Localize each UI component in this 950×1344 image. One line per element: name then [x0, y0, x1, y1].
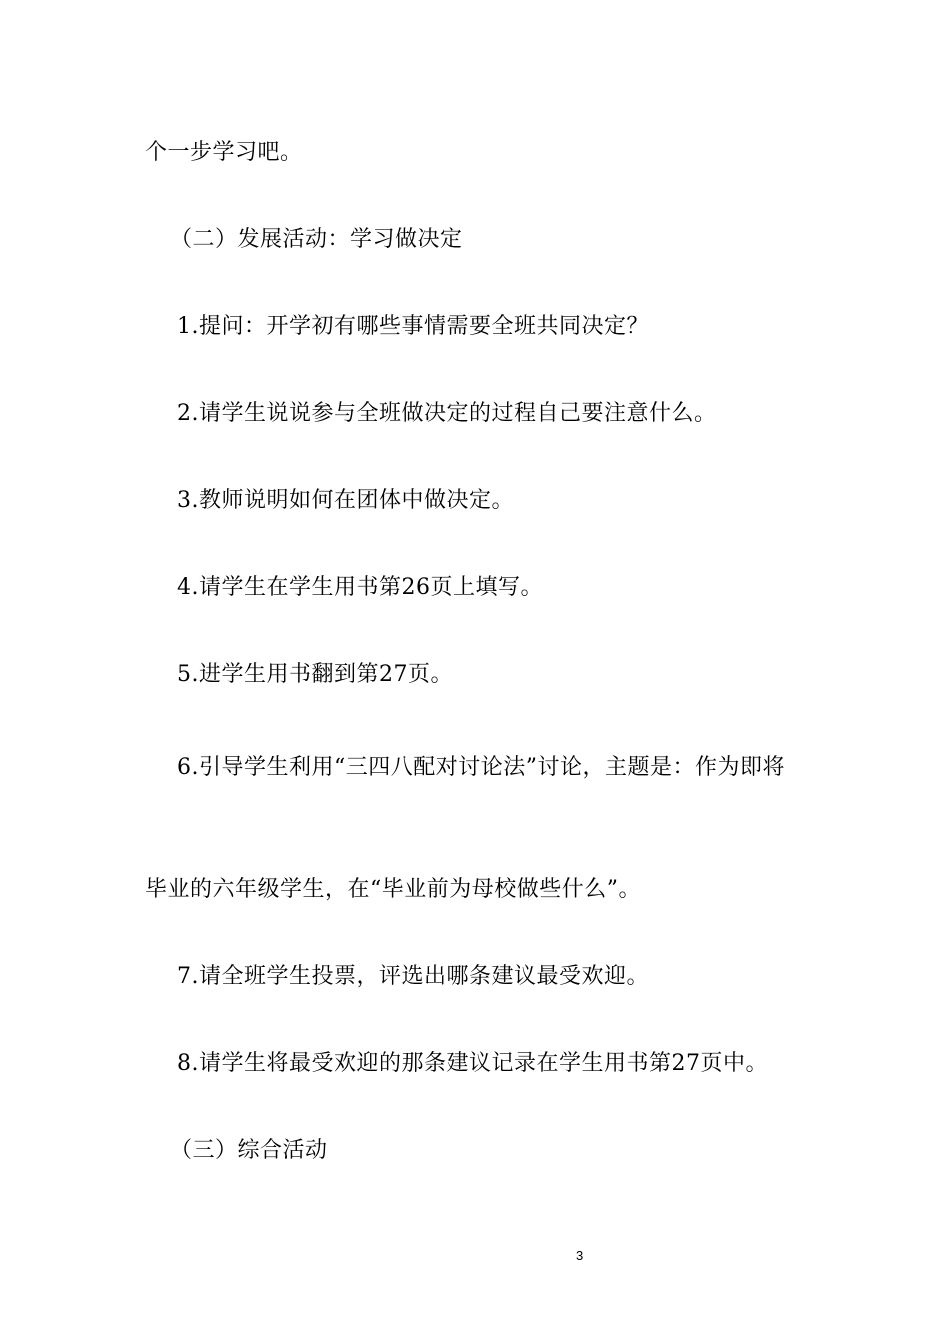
paragraph-continuation: 个一步学习吧。 — [145, 140, 303, 165]
step-2: 2.请学生说说参与全班做决定的过程自己要注意什么。 — [177, 401, 717, 426]
step-8: 8.请学生将最受欢迎的那条建议记录在学生用书第27页中。 — [177, 1051, 768, 1076]
page-number: 3 — [576, 1248, 584, 1263]
section-heading-development-activity: （二）发展活动：学习做决定 — [170, 227, 463, 252]
step-3: 3.教师说明如何在团体中做决定。 — [177, 488, 514, 513]
step-4: 4.请学生在学生用书第26页上填写。 — [177, 575, 543, 600]
step-6-continuation: 毕业的六年级学生，在“毕业前为母校做些什么”。 — [145, 877, 641, 902]
step-5: 5.进学生用书翻到第27页。 — [177, 662, 453, 687]
step-7: 7.请全班学生投票，评选出哪条建议最受欢迎。 — [177, 964, 649, 989]
section-heading-comprehensive-activity: （三）综合活动 — [170, 1138, 328, 1163]
step-1: 1.提问：开学初有哪些事情需要全班共同决定？ — [177, 314, 649, 339]
step-6: 6.引导学生利用“三四八配对讨论法”讨论，主题是：作为即将 — [177, 755, 785, 780]
